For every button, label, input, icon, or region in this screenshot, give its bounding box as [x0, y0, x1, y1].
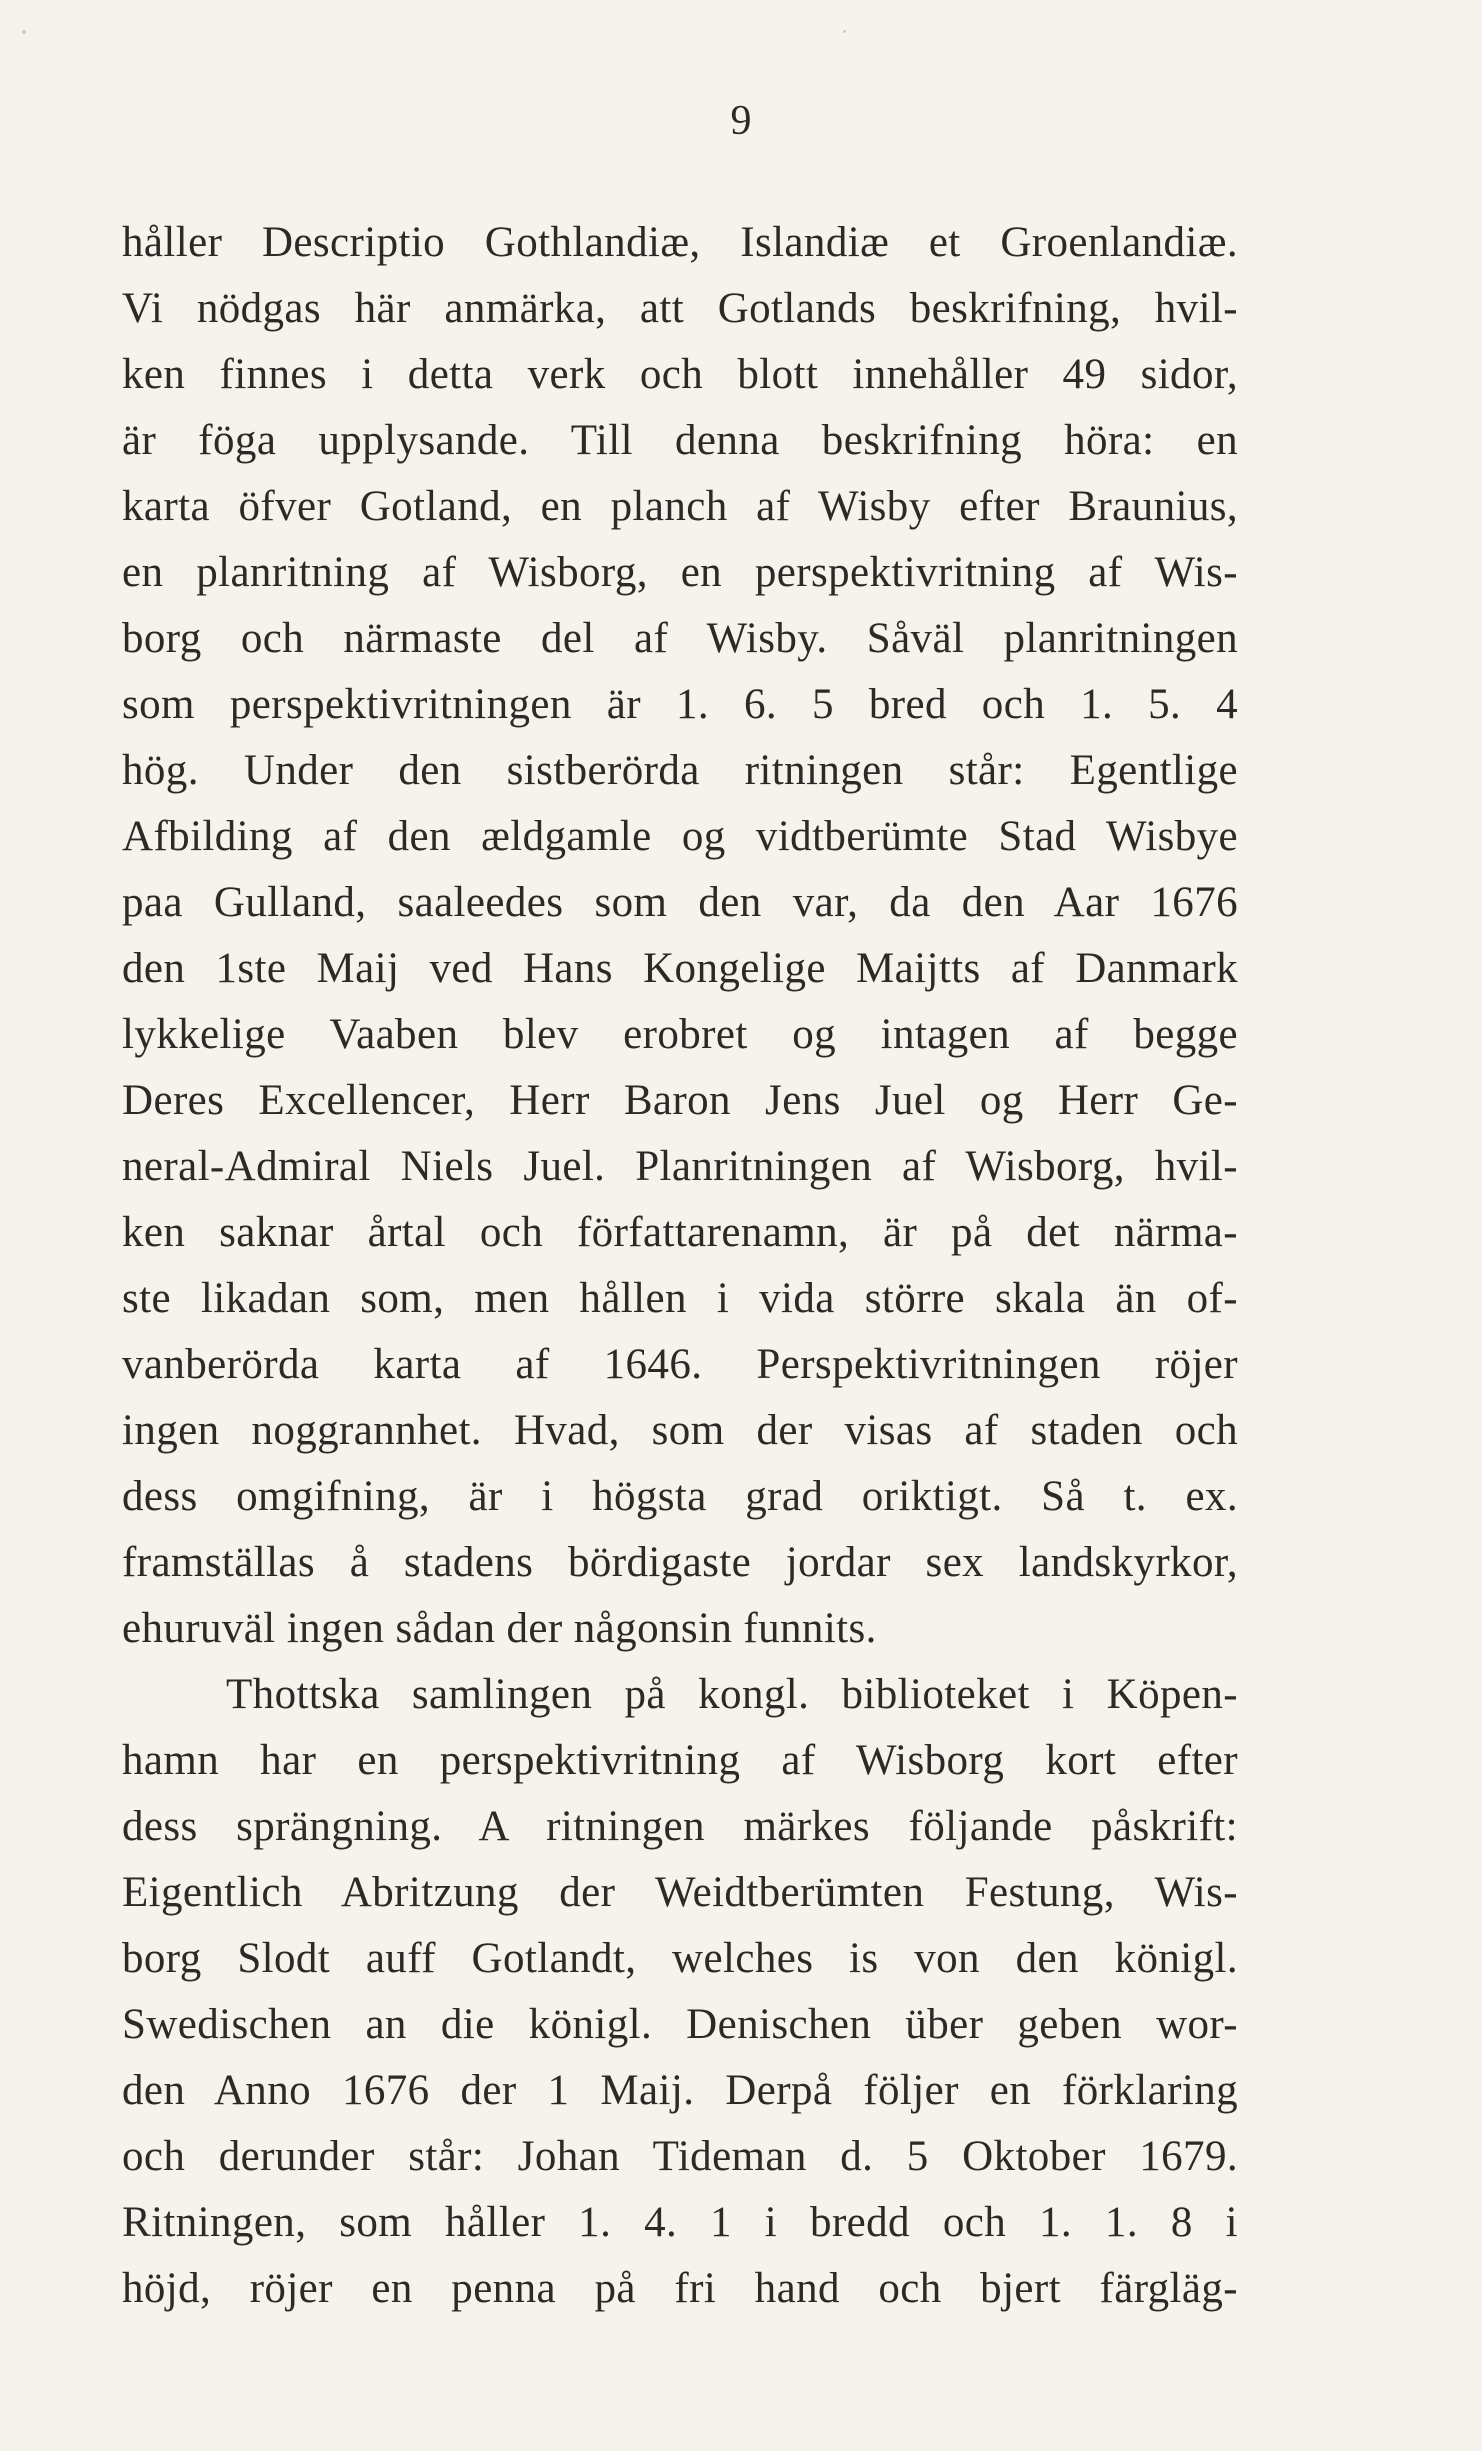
text-line: Afbilding af den ældgamle og vidtberümte Stad Wisbye — [122, 813, 1238, 860]
text-line: Vi nödgas här anmärka, att Gotlands beskrifning, hvil- — [122, 285, 1238, 332]
text-line: ste likadan som, men hållen i vida större skala än of- — [122, 1275, 1238, 1322]
text-line: borg och närmaste del af Wisby. Såväl planritningen — [122, 615, 1238, 662]
paper-speck — [22, 30, 26, 34]
text-line: Swedischen an die königl. Denischen über geben wor- — [122, 2001, 1238, 2048]
paragraph — [122, 1662, 1238, 2322]
text-line: framställas å stadens bördigaste jordar sex landskyrkor, — [122, 1539, 1238, 1586]
text-line: Deres Excellencer, Herr Baron Jens Juel og Herr Ge- — [122, 1077, 1238, 1124]
text-line: ingen noggrannhet. Hvad, som der visas af staden och — [122, 1407, 1238, 1454]
text-line: hamn har en perspektivritning af Wisborg kort efter — [122, 1737, 1238, 1784]
text-line: dess sprängning. A ritningen märkes följande påskrift: — [122, 1803, 1238, 1850]
body-text — [122, 210, 1238, 2322]
paragraph — [122, 210, 1238, 1662]
text-line: ken finnes i detta verk och blott innehåller 49 sidor, — [122, 351, 1238, 398]
text-line: är föga upplysande. Till denna beskrifning höra: en — [122, 417, 1238, 464]
text-line: paa Gulland, saaleedes som den var, da den Aar 1676 — [122, 879, 1238, 926]
paper-speck — [843, 30, 846, 33]
text-line: en planritning af Wisborg, en perspektivritning af Wis- — [122, 549, 1238, 596]
text-line: dess omgifning, är i högsta grad oriktigt. Så t. ex. — [122, 1473, 1238, 1520]
text-line: Ritningen, som håller 1. 4. 1 i bredd och 1. 1. 8 i — [122, 2199, 1238, 2246]
text-line: borg Slodt auff Gotlandt, welches is von den königl. — [122, 1935, 1238, 1982]
text-line: håller Descriptio Gothlandiæ, Islandiæ et Groenlandiæ. — [122, 219, 1238, 266]
text-line: lykkelige Vaaben blev erobret og intagen af begge — [122, 1011, 1238, 1058]
text-line: ken saknar årtal och författarenamn, är på det närma- — [122, 1209, 1238, 1256]
page-number: 9 — [730, 98, 752, 144]
text-line: Eigentlich Abritzung der Weidtberümten Festung, Wis- — [122, 1869, 1238, 1916]
text-line: hög. Under den sistberörda ritningen står: Egentlige — [122, 747, 1238, 794]
text-line: den 1ste Maij ved Hans Kongelige Maijtts af Danmark — [122, 945, 1238, 992]
text-line: höjd, röjer en penna på fri hand och bjert färgläg- — [122, 2265, 1238, 2312]
text-line: den Anno 1676 der 1 Maij. Derpå följer en förklaring — [122, 2067, 1238, 2114]
text-line: neral-Admiral Niels Juel. Planritningen af Wisborg, hvil- — [122, 1143, 1238, 1190]
text-line: karta öfver Gotland, en planch af Wisby efter Braunius, — [122, 483, 1238, 530]
text-line: vanberörda karta af 1646. Perspektivritningen röjer — [122, 1341, 1238, 1388]
text-line: som perspektivritningen är 1. 6. 5 bred och 1. 5. 4 — [122, 681, 1238, 728]
text-line: ehuruväl ingen sådan der någonsin funnits. — [122, 1605, 877, 1652]
text-line: och derunder står: Johan Tideman d. 5 Oktober 1679. — [122, 2133, 1238, 2180]
text-line: Thottska samlingen på kongl. biblioteket i Köpen- — [226, 1671, 1238, 1718]
